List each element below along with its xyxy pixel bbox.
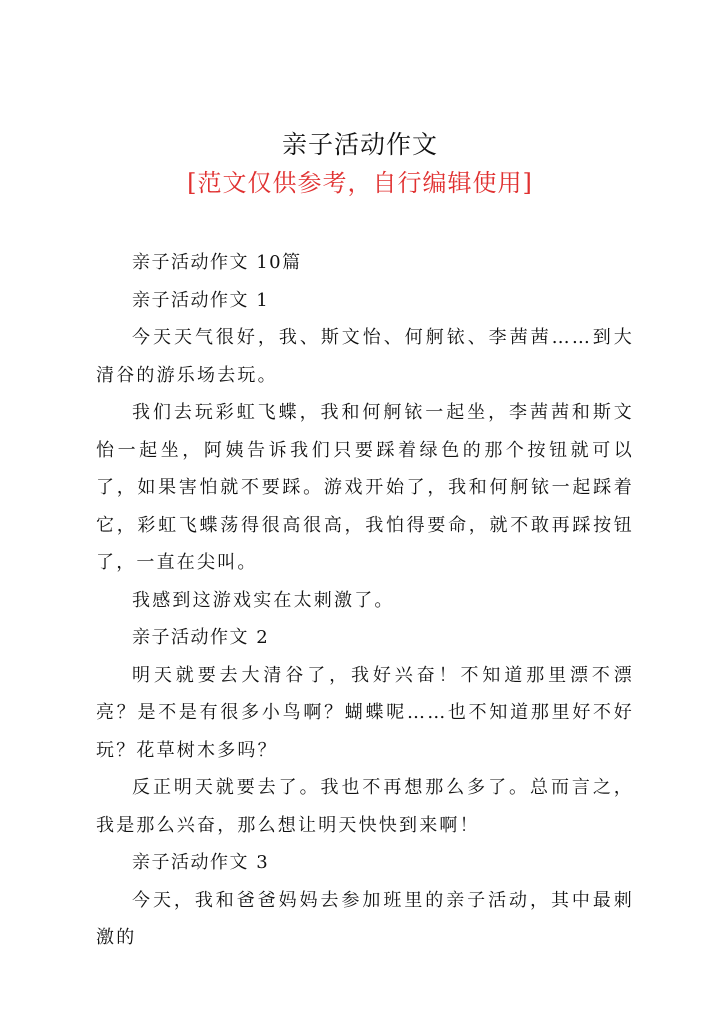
essay-heading-2: 亲子活动作文 2 <box>132 627 270 648</box>
essay-heading-3: 亲子活动作文 3 <box>132 852 270 873</box>
paragraph: 今天天气很好，我、斯文怡、何舸铱、李茜茜……到大清谷的游乐场去玩。 <box>96 327 634 386</box>
paragraph: 我们去玩彩虹飞蝶，我和何舸铱一起坐，李茜茜和斯文怡一起坐，阿姨告诉我们只要踩着绿色的那个按钮就可以了，如果害怕就不要踩。游戏开始了，我和何舸铱一起踩着它，彩虹飞蝶荡得很高很高，我怕得要命，就不敢再踩按钮了，一直在尖叫。 <box>96 402 634 573</box>
paragraph: 反正明天就要去了。我也不再想那么多了。总而言之，我是那么兴奋，那么想让明天快快到来啊！ <box>96 777 634 836</box>
document-subtitle: [范文仅供参考，自行编辑使用] <box>187 169 533 197</box>
paragraph: 我感到这游戏实在太刺激了。 <box>132 589 395 611</box>
collection-heading: 亲子活动作文 10篇 <box>132 252 302 273</box>
paragraph: 今天，我和爸爸妈妈去参加班里的亲子活动，其中最刺激的 <box>96 889 634 948</box>
essay-heading-1: 亲子活动作文 1 <box>132 289 270 311</box>
document-title: 亲子活动作文 <box>281 130 438 159</box>
paragraph: 明天就要去大清谷了，我好兴奋！不知道那里漂不漂亮？是不是有很多小鸟啊？蝴蝶呢……也不知道那里好不好玩？花草树木多吗？ <box>96 664 634 761</box>
document-body <box>96 244 634 957</box>
